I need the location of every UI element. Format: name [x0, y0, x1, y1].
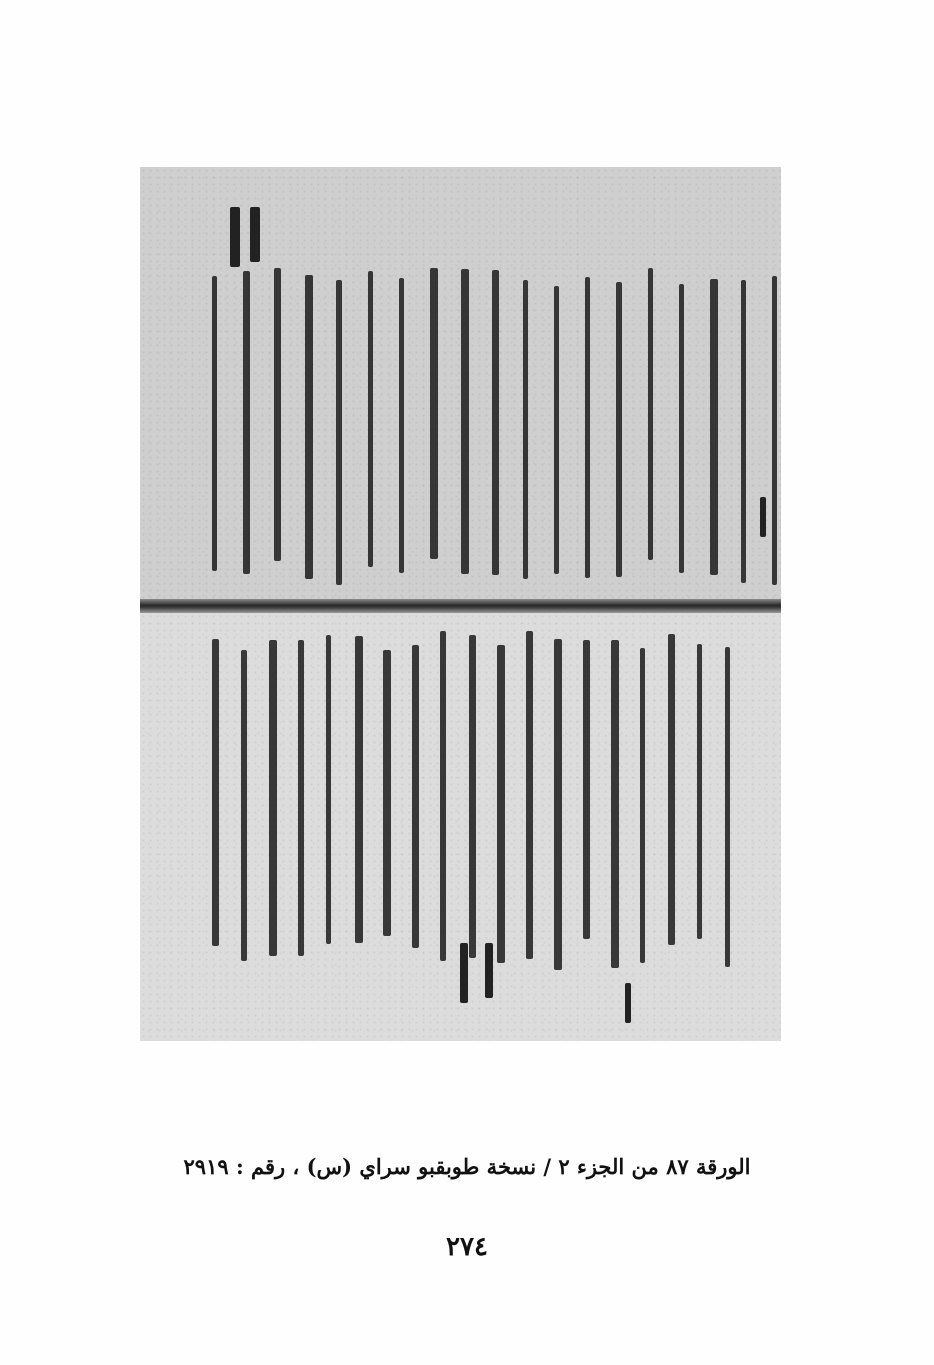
- manuscript-script-line: [298, 640, 304, 956]
- manuscript-margin-note: [460, 943, 468, 1003]
- manuscript-script-line: [241, 650, 247, 961]
- manuscript-script-line: [725, 647, 730, 967]
- manuscript-script-line: [274, 268, 281, 561]
- manuscript-script-line: [585, 277, 590, 578]
- manuscript-script-bottom: [140, 613, 781, 1041]
- manuscript-margin-note: [485, 943, 493, 998]
- manuscript-margin-note: [230, 207, 240, 267]
- manuscript-script-line: [243, 271, 250, 574]
- manuscript-script-line: [523, 280, 528, 579]
- manuscript-margin-note: [625, 983, 631, 1023]
- manuscript-script-line: [212, 276, 217, 571]
- manuscript-script-line: [526, 631, 533, 959]
- manuscript-script-line: [383, 650, 391, 936]
- manuscript-script-line: [326, 635, 331, 944]
- manuscript-script-line: [399, 278, 404, 573]
- manuscript-script-line: [648, 268, 653, 560]
- manuscript-script-line: [440, 631, 446, 961]
- manuscript-script-line: [697, 644, 702, 939]
- manuscript-script-line: [305, 275, 313, 579]
- manuscript-script-line: [741, 280, 746, 583]
- manuscript-script-line: [269, 640, 277, 956]
- manuscript-script-line: [412, 645, 419, 948]
- manuscript-script-line: [668, 634, 675, 945]
- manuscript-margin-note: [250, 207, 260, 262]
- manuscript-script-line: [430, 268, 438, 559]
- manuscript-script-line: [611, 640, 619, 968]
- manuscript-script-line: [469, 635, 476, 958]
- manuscript-script-line: [554, 286, 559, 574]
- manuscript-script-line: [583, 640, 590, 939]
- manuscript-photograph: [140, 167, 781, 1041]
- manuscript-script-line: [492, 270, 499, 575]
- manuscript-script-line: [336, 280, 342, 585]
- manuscript-script-top: [140, 167, 781, 601]
- manuscript-script-line: [368, 271, 373, 567]
- manuscript-script-line: [355, 636, 363, 943]
- manuscript-script-line: [640, 648, 645, 963]
- manuscript-script-line: [461, 269, 469, 574]
- manuscript-script-line: [679, 284, 684, 573]
- manuscript-script-line: [616, 282, 622, 577]
- manuscript-script-line: [554, 639, 562, 970]
- manuscript-margin-note: [760, 497, 766, 537]
- manuscript-binding-fold: [140, 599, 781, 613]
- manuscript-script-line: [772, 276, 777, 585]
- manuscript-script-line: [710, 279, 718, 575]
- manuscript-script-line: [497, 645, 505, 963]
- manuscript-script-line: [212, 639, 219, 946]
- page-number: ٢٧٤: [446, 1232, 488, 1262]
- figure-caption: الورقة ٨٧ من الجزء ٢ / نسخة طوبقبو سراي (س) ، رقم : ٢٩١٩: [183, 1154, 751, 1179]
